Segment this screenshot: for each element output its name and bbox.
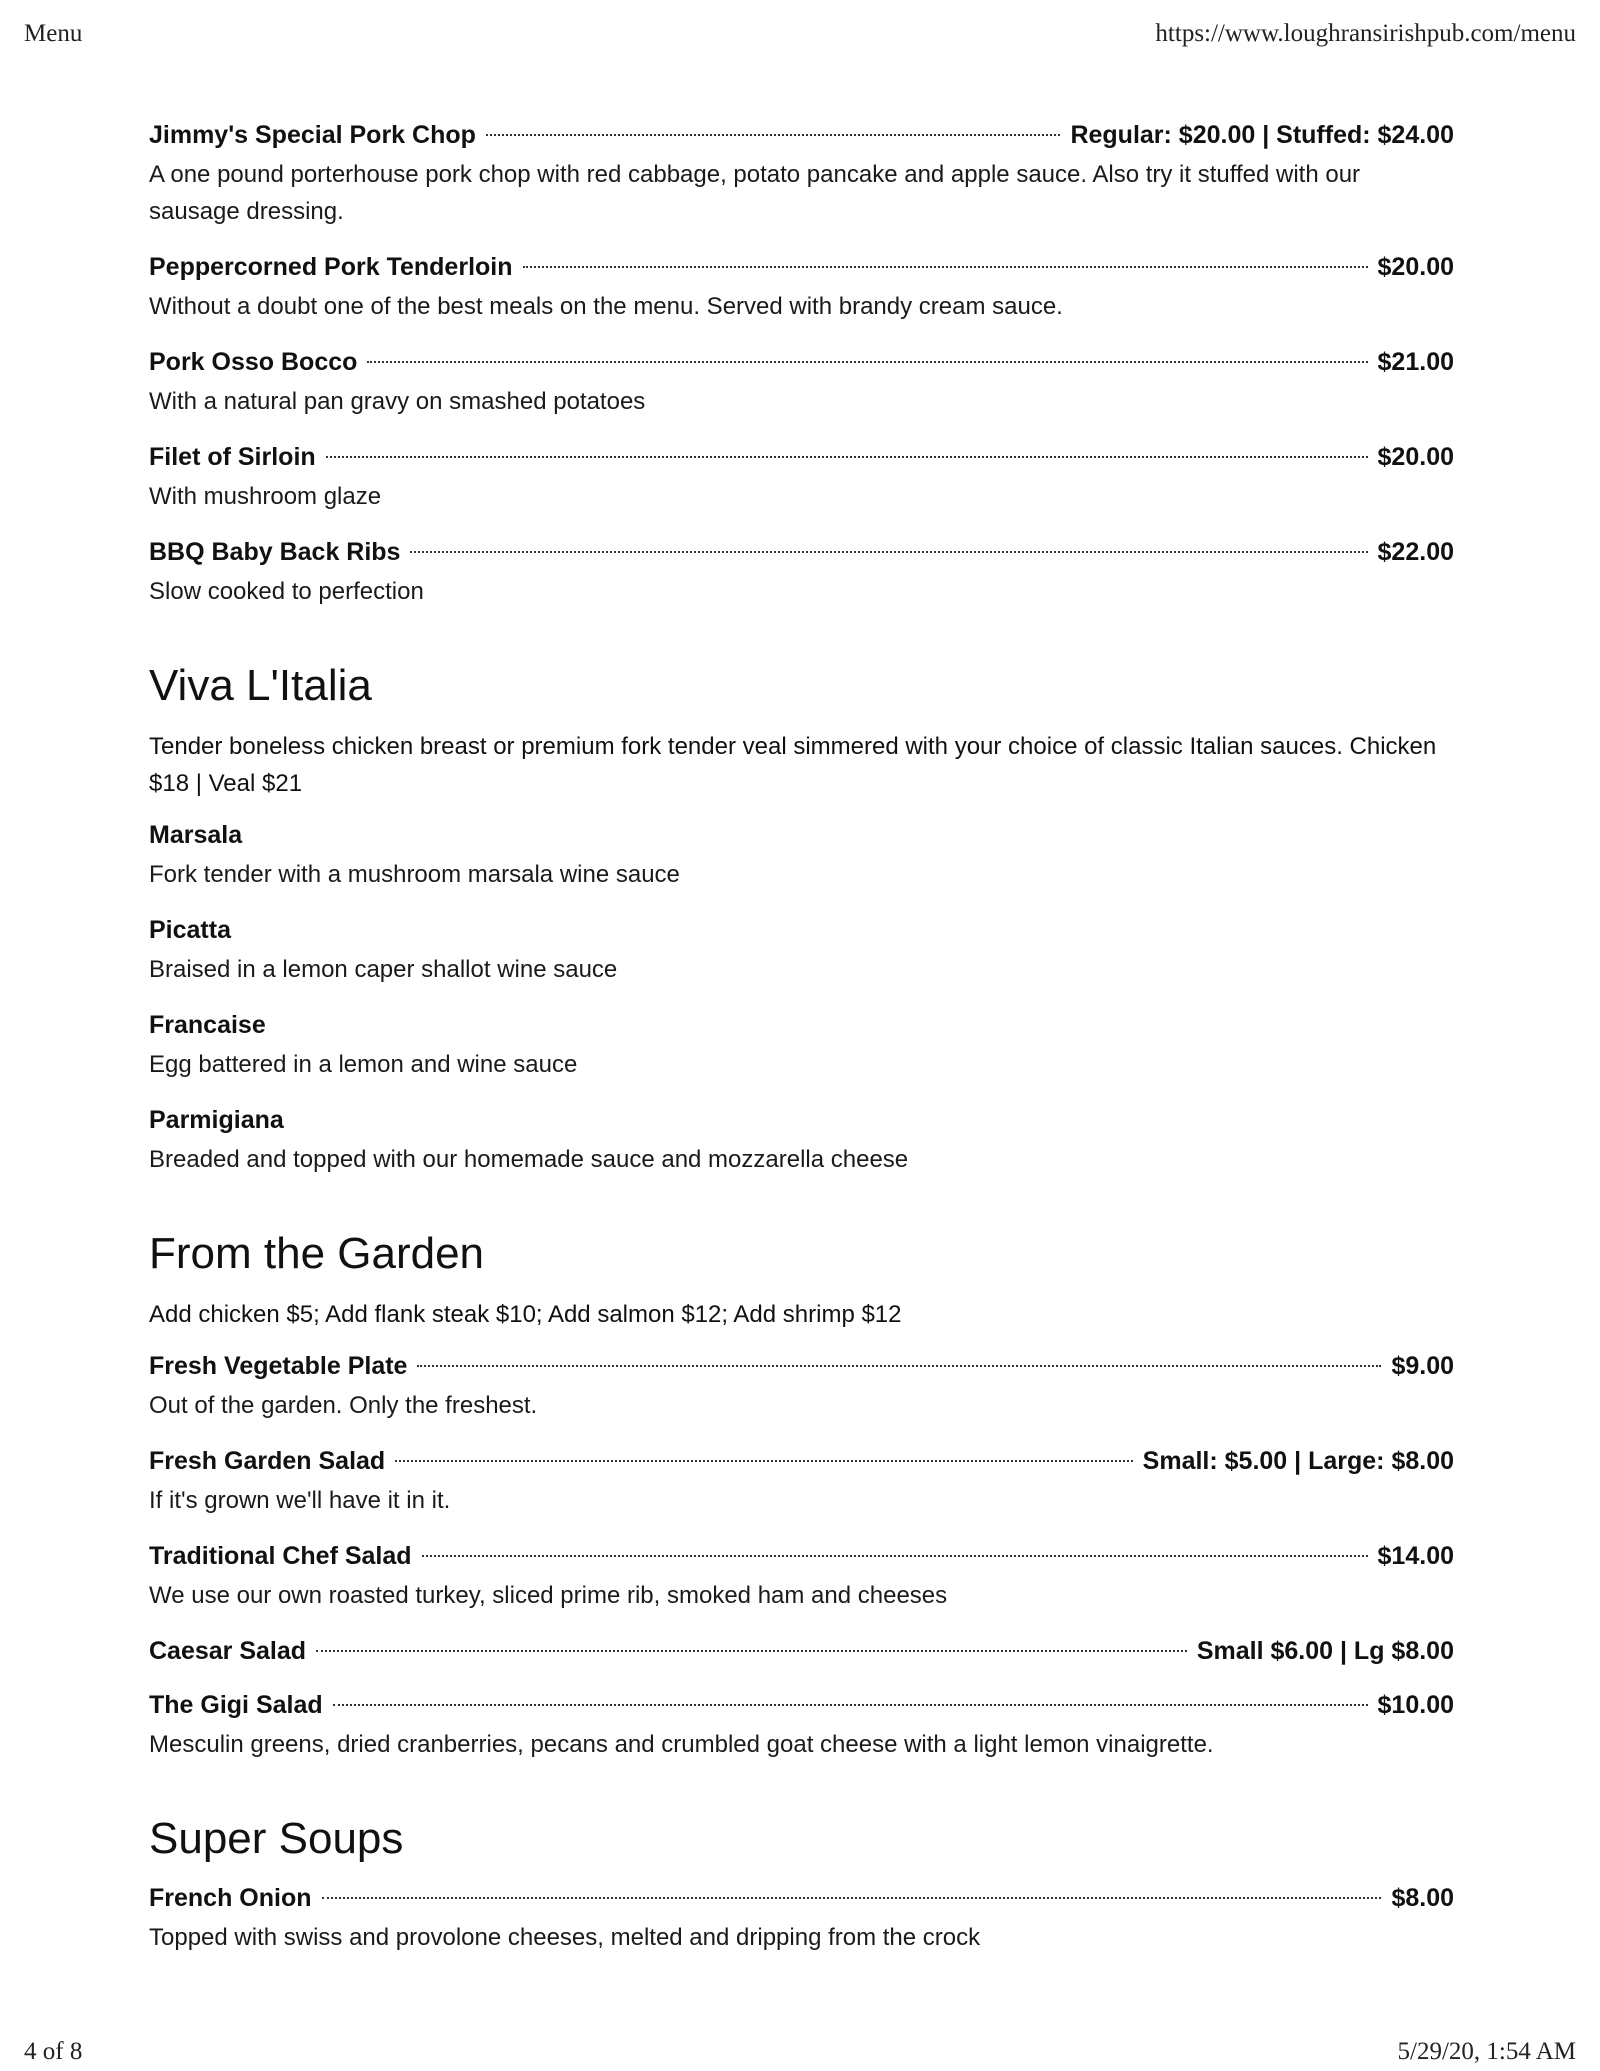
menu-item xyxy=(149,1881,1454,1956)
item-price: $20.00 xyxy=(1377,443,1454,471)
section-title: Viva L'Italia xyxy=(149,661,372,710)
item-name: Filet of Sirloin xyxy=(149,443,316,471)
item-name: Caesar Salad xyxy=(149,1637,307,1665)
menu-item xyxy=(149,1349,1454,1424)
dot-leader xyxy=(367,361,1367,363)
menu-content xyxy=(149,118,1454,1976)
item-description: Fork tender with a mushroom marsala wine sauce xyxy=(149,861,680,888)
item-description: Braised in a lemon caper shallot wine sauce xyxy=(149,956,618,983)
print-footer xyxy=(24,2038,1576,2066)
menu-section-viva-litalia xyxy=(149,658,1454,1178)
item-name: Marsala xyxy=(149,821,243,849)
print-header-url: https://www.loughransirishpub.com/menu xyxy=(1155,20,1576,47)
dot-leader xyxy=(410,551,1367,553)
item-price: $14.00 xyxy=(1377,1542,1454,1570)
item-name: French Onion xyxy=(149,1884,312,1912)
dot-leader xyxy=(486,134,1061,136)
item-price: $9.00 xyxy=(1391,1352,1454,1380)
menu-item xyxy=(149,1008,1454,1083)
section-title: From the Garden xyxy=(149,1229,485,1278)
item-name: BBQ Baby Back Ribs xyxy=(149,538,401,566)
item-description: Slow cooked to perfection xyxy=(149,578,424,605)
menu-item xyxy=(149,1539,1454,1614)
menu-item xyxy=(149,1103,1454,1178)
item-name: Fresh Garden Salad xyxy=(149,1447,386,1475)
item-description: We use our own roasted turkey, sliced prime rib, smoked ham and cheeses xyxy=(149,1582,948,1609)
item-price: Small: $5.00 | Large: $8.00 xyxy=(1142,1447,1454,1475)
section-intro: Add chicken $5; Add flank steak $10; Add salmon $12; Add shrimp $12 xyxy=(149,1301,902,1328)
menu-section-super-soups xyxy=(149,1811,1454,1956)
item-name: Peppercorned Pork Tenderloin xyxy=(149,253,513,281)
item-description: If it's grown we'll have it in it. xyxy=(149,1487,451,1514)
item-price: $10.00 xyxy=(1377,1691,1454,1719)
item-description: With a natural pan gravy on smashed potatoes xyxy=(149,388,646,415)
dot-leader xyxy=(322,1897,1382,1899)
menu-item xyxy=(149,1634,1454,1668)
item-description: A one pound porterhouse pork chop with red cabbage, potato pancake and apple sauce. Also try it stuffed with our sausage dressing. xyxy=(149,161,1361,225)
item-name: Pork Osso Bocco xyxy=(149,348,358,376)
section-intro: Tender boneless chicken breast or premium fork tender veal simmered with your choice of classic Italian sauces. Chicken $18 | Veal $21 xyxy=(149,733,1437,797)
menu-item xyxy=(149,913,1454,988)
dot-leader xyxy=(422,1555,1368,1557)
menu-item xyxy=(149,250,1454,325)
menu-item xyxy=(149,118,1454,230)
item-price: Regular: $20.00 | Stuffed: $24.00 xyxy=(1070,121,1454,149)
menu-section-from-the-garden xyxy=(149,1226,1454,1763)
item-name: Traditional Chef Salad xyxy=(149,1542,412,1570)
item-description: Without a doubt one of the best meals on the menu. Served with brandy cream sauce. xyxy=(149,293,1063,320)
section-title: Super Soups xyxy=(149,1814,404,1863)
dot-leader xyxy=(523,266,1368,268)
dot-leader xyxy=(316,1650,1187,1652)
item-name: Jimmy's Special Pork Chop xyxy=(149,121,476,149)
item-price: $22.00 xyxy=(1377,538,1454,566)
item-price: $20.00 xyxy=(1377,253,1454,281)
menu-item xyxy=(149,1444,1454,1519)
item-description: Topped with swiss and provolone cheeses, melted and dripping from the crock xyxy=(149,1924,981,1951)
item-description: With mushroom glaze xyxy=(149,483,382,510)
item-price: $8.00 xyxy=(1391,1884,1454,1912)
item-description: Egg battered in a lemon and wine sauce xyxy=(149,1051,578,1078)
menu-section-entrees xyxy=(149,118,1454,610)
item-name: Fresh Vegetable Plate xyxy=(149,1352,408,1380)
menu-item xyxy=(149,440,1454,515)
item-name: Picatta xyxy=(149,916,231,944)
menu-item xyxy=(149,818,1454,893)
print-header-title: Menu xyxy=(24,20,83,47)
item-name: The Gigi Salad xyxy=(149,1691,323,1719)
menu-item xyxy=(149,345,1454,420)
item-description: Breaded and topped with our homemade sauce and mozzarella cheese xyxy=(149,1146,909,1173)
print-header xyxy=(24,20,1576,48)
item-price: Small $6.00 | Lg $8.00 xyxy=(1196,1637,1454,1665)
item-name: Francaise xyxy=(149,1011,266,1039)
dot-leader xyxy=(417,1365,1381,1367)
print-timestamp: 5/29/20, 1:54 AM xyxy=(1397,2038,1576,2065)
dot-leader xyxy=(395,1460,1132,1462)
item-price: $21.00 xyxy=(1377,348,1454,376)
dot-leader xyxy=(333,1704,1368,1706)
dot-leader xyxy=(326,456,1368,458)
item-description: Mesculin greens, dried cranberries, pecans and crumbled goat cheese with a light lemon vinaigrette. xyxy=(149,1731,1214,1758)
menu-item xyxy=(149,535,1454,610)
page-number: 4 of 8 xyxy=(24,2038,83,2065)
menu-item xyxy=(149,1688,1454,1763)
item-name: Parmigiana xyxy=(149,1106,284,1134)
item-description: Out of the garden. Only the freshest. xyxy=(149,1392,538,1419)
